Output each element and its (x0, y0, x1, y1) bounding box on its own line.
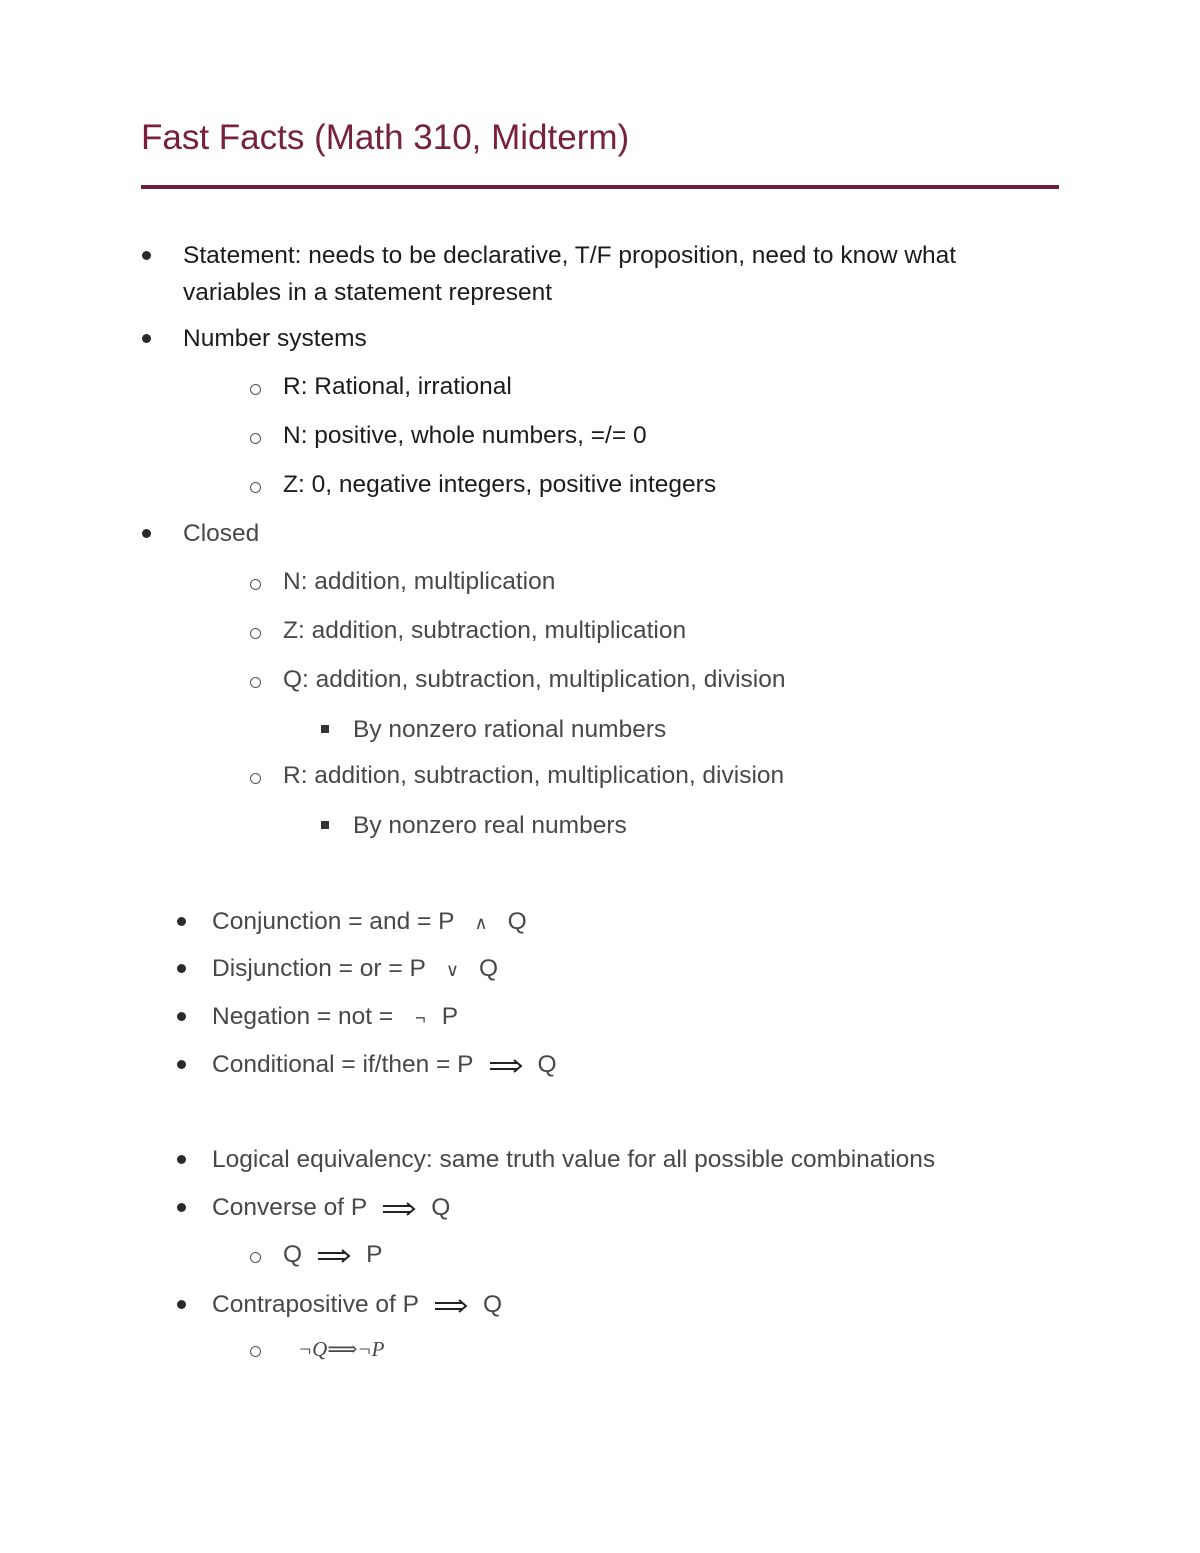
converse-sub-before: Q (283, 1241, 303, 1268)
bullet-icon (142, 251, 151, 260)
bullet-icon (142, 334, 151, 343)
closed-label: Closed (183, 520, 260, 547)
bullet-icon (177, 1300, 186, 1309)
equivalency-line: Logical equivalency: same truth value for all possible combinations (212, 1146, 936, 1173)
conjunction-line (212, 907, 527, 938)
conditional-line (212, 1050, 557, 1080)
converse-line (212, 1193, 450, 1223)
implies-arrow-icon (316, 1249, 352, 1263)
circle-bullet-icon (250, 773, 261, 784)
disjunction-after: Q (479, 955, 499, 982)
implies-arrow-icon (381, 1202, 417, 1216)
conditional-after: Q (537, 1051, 557, 1078)
closed-subitem: By nonzero real numbers (353, 812, 627, 839)
circle-bullet-icon (250, 433, 261, 444)
conditional-text: Conditional = if/then = P (212, 1051, 474, 1078)
negation-after: P (441, 1003, 459, 1030)
bullet-icon (177, 917, 186, 926)
page-title: Fast Facts (Math 310, Midterm) (141, 118, 630, 157)
circle-bullet-icon (250, 482, 261, 493)
converse-after: Q (431, 1194, 451, 1221)
bullet-icon (177, 1203, 186, 1212)
and-symbol: ∧ (474, 913, 488, 933)
bullet-icon (177, 1012, 186, 1021)
title-divider (141, 185, 1059, 189)
number-systems-label: Number systems (183, 325, 367, 352)
conjunction-after: Q (507, 908, 527, 935)
converse-text: Converse of P (212, 1194, 368, 1221)
contrapositive-formula: ¬Q⟹¬P (298, 1337, 385, 1361)
square-bullet-icon (321, 821, 329, 829)
converse-sub-line (283, 1240, 382, 1270)
negation-text: Negation = not = (212, 1003, 394, 1030)
contrapositive-line (212, 1290, 502, 1320)
bullet-icon (142, 529, 151, 538)
circle-bullet-icon (250, 628, 261, 639)
circle-bullet-icon (250, 677, 261, 688)
not-symbol: ¬ (415, 1008, 426, 1028)
statement-line-1: Statement: needs to be declarative, T/F proposition, need to know what (183, 242, 957, 269)
square-bullet-icon (321, 725, 329, 733)
bullet-icon (177, 1060, 186, 1069)
number-system-item: Z: 0, negative integers, positive integers (283, 471, 717, 498)
closed-item: Q: addition, subtraction, multiplication, division (283, 666, 786, 693)
converse-sub-after: P (366, 1241, 383, 1268)
negation-line (212, 1002, 458, 1033)
contrapositive-text: Contrapositive of P (212, 1291, 419, 1318)
closed-subitem: By nonzero rational numbers (353, 716, 667, 743)
number-system-item: R: Rational, irrational (283, 373, 512, 400)
contrapositive-after: Q (483, 1291, 503, 1318)
or-symbol: ∨ (445, 960, 459, 980)
closed-item: R: addition, subtraction, multiplication, division (283, 762, 785, 789)
conjunction-text: Conjunction = and = P (212, 908, 455, 935)
bullet-icon (177, 964, 186, 973)
bullet-icon (177, 1155, 186, 1164)
circle-bullet-icon (250, 579, 261, 590)
implies-arrow-icon (488, 1059, 524, 1073)
disjunction-line (212, 954, 498, 985)
disjunction-text: Disjunction = or = P (212, 955, 426, 982)
closed-item: N: addition, multiplication (283, 568, 556, 595)
circle-bullet-icon (250, 384, 261, 395)
implies-arrow-icon (433, 1299, 469, 1313)
circle-bullet-icon (250, 1252, 261, 1263)
statement-line-2: variables in a statement represent (183, 279, 553, 306)
closed-item: Z: addition, subtraction, multiplication (283, 617, 687, 644)
circle-bullet-icon (250, 1346, 261, 1357)
number-system-item: N: positive, whole numbers, =/= 0 (283, 422, 647, 449)
